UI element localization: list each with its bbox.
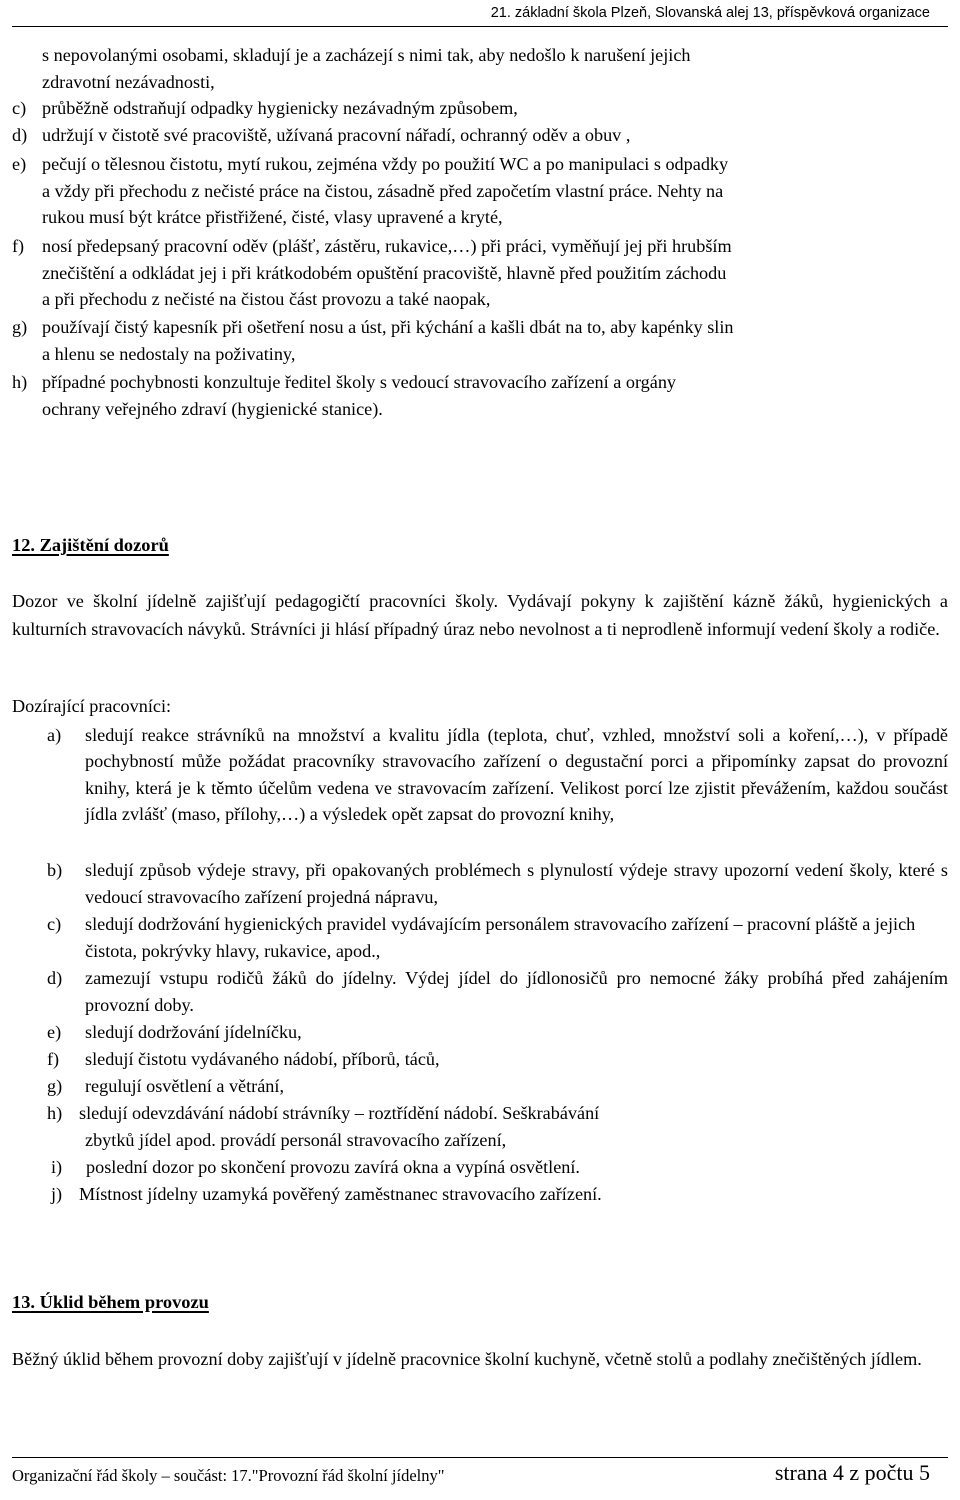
list-marker: g)	[12, 317, 28, 337]
intro-line: znečištění a odkládat jej i při krátkodobém opuštění pracoviště, hlavně před použitím záchodu	[42, 262, 727, 283]
supervisor-item-f	[47, 1046, 948, 1073]
intro-line: a vždy při přechodu z nečisté práce na čistou, zásadně před započetím vlastní práce. Nehty na	[42, 180, 724, 201]
intro-line: používají čistý kapesník při ošetření nosu a úst, při kýchání a kašli dbát na to, aby kapénky slin	[42, 317, 734, 337]
intro-item-e	[12, 151, 948, 231]
supervisor-item-a	[47, 722, 948, 827]
intro-line: a hlenu se nedostaly na poživatiny,	[42, 343, 296, 364]
intro-item-g	[12, 314, 948, 367]
footer-document-title: Organizační řád školy – součást: 17."Provozní řád školní jídelny"	[12, 1466, 445, 1485]
header-school-name: 21. základní škola Plzeň, Slovanská alej 13, příspěvková organizace	[490, 5, 930, 21]
list-item-text: poslední dozor po skončení provozu zavírá okna a vypíná osvětlení.	[86, 1157, 580, 1177]
supervisor-item-j	[51, 1181, 948, 1208]
list-marker: f)	[12, 236, 25, 256]
intro-line: zdravotní nezávadnosti,	[42, 71, 215, 92]
supervisor-item-h	[47, 1100, 948, 1153]
intro-line: nosí předepsaný pracovní oděv (plášť, zástěru, rukavice,…) při práci, vyměňují jej při hrubším	[42, 236, 732, 256]
list-item-text: sledují způsob výdeje stravy, při opakovaných problémech s plynulostí výdeje stravy upozorní vedení školy, které s vedoucí stravovacího zařízení projedná nápravu,	[85, 860, 948, 907]
intro-line: rukou musí být krátce přistřižené, čisté, vlasy upravené a kryté,	[42, 207, 503, 227]
section-12-heading-text: 12. Zajištění dozorů	[12, 535, 169, 555]
intro-item-c	[12, 95, 948, 122]
supervisor-item-g	[47, 1073, 948, 1100]
list-marker: c)	[47, 914, 62, 934]
list-marker: d)	[47, 968, 63, 988]
list-marker: a)	[47, 725, 62, 745]
footer-divider	[12, 1457, 948, 1458]
section-12-paragraph: Dozor ve školní jídelně zajišťují pedagogičtí pracovníci školy. Vydávají pokyny k zajištění kázně žáků, hygienických a kulturních stravovacích návyků. Strávníci ji hlásí případný úraz nebo nevolnost a ti neprodleně informují vedení školy a rodiče.	[12, 591, 948, 639]
list-item-text: sledují reakce strávníků na množství a kvalitu jídla (teplota, chuť, vzhled, množství soli a koření,…), v případě pochybností může požádat pracovníky stravovacího zařízení o degustační porci a připomínky zapsat do provozní knihy, která je k těmto účelům vedena ve stravovacím zařízení. Velikost porcí lze zjistit převážením, každou součást jídla zvlášť (maso, přílohy,…) a výsledek opět zapsat do provozní knihy,	[85, 725, 948, 824]
intro-line: s nepovolanými osobami, skladují je a zacházejí s nimi tak, aby nedošlo k narušení jejich	[42, 45, 691, 65]
intro-item-f	[12, 233, 948, 313]
page-header	[12, 0, 948, 27]
list-marker: e)	[47, 1022, 62, 1042]
intro-line: pečují o tělesnou čistotu, mytí rukou, zejména vždy po použití WC a po manipulaci s odpadky	[42, 154, 729, 174]
intro-line: případné pochybnosti konzultuje ředitel školy s vedoucí stravovacího zařízení a orgány	[42, 372, 677, 392]
list-marker: i)	[51, 1157, 63, 1177]
section-13-heading	[12, 1292, 209, 1313]
intro-item-continuation	[42, 42, 948, 95]
supervisor-item-e	[47, 1019, 948, 1046]
list-marker: e)	[12, 154, 27, 174]
list-item-text: sledují čistotu vydávaného nádobí, příborů, táců,	[85, 1049, 440, 1069]
list-item-text: sledují dodržování hygienických pravidel vydávajícím personálem stravovacího zařízení – pracovní pláště a jejich čistota, pokrývky hlavy, rukavice, apod.,	[85, 914, 916, 961]
intro-item-d	[12, 122, 948, 149]
intro-line: udržují v čistotě své pracoviště, užívaná pracovní nářadí, ochranný oděv a obuv ,	[42, 125, 631, 145]
list-item-text: zamezují vstupu rodičů žáků do jídelny. Výdej jídel do jídlonosičů pro nemocné žáky probíhá před zahájením provozní doby.	[85, 968, 948, 1015]
intro-item-h	[12, 369, 948, 422]
list-item-text: Místnost jídelny uzamyká pověřený zaměstnanec stravovacího zařízení.	[79, 1184, 602, 1204]
list-marker: h)	[12, 372, 28, 392]
supervisor-item-b	[47, 857, 948, 911]
supervisor-item-d	[47, 965, 948, 1019]
list-marker: j)	[51, 1184, 63, 1204]
list-marker: c)	[12, 98, 27, 118]
intro-line: ochrany veřejného zdraví (hygienické stanice).	[42, 398, 383, 419]
list-item-text: zbytků jídel apod. provádí personál stravovacího zařízení,	[85, 1129, 507, 1150]
list-item-text: sledují odevzdávání nádobí strávníky – roztřídění nádobí. Seškrabávání	[79, 1103, 600, 1123]
section-12-heading	[12, 535, 169, 556]
list-marker: b)	[47, 860, 63, 880]
supervisors-subheading: Dozírající pracovníci:	[12, 696, 172, 716]
list-item-text: sledují dodržování jídelníčku,	[85, 1022, 302, 1042]
section-13-paragraph: Běžný úklid během provozní doby zajišťují v jídelně pracovnice školní kuchyně, včetně stolů a podlahy znečištěných jídlem.	[12, 1349, 922, 1369]
list-marker: f)	[47, 1049, 60, 1069]
section-13-heading-text: 13. Úklid během provozu	[12, 1292, 209, 1312]
footer-page-number: strana 4 z počtu 5	[774, 1460, 930, 1485]
list-marker: g)	[47, 1076, 63, 1096]
list-marker: d)	[12, 125, 28, 145]
list-marker: h)	[47, 1103, 63, 1123]
supervisor-item-i	[51, 1154, 948, 1181]
intro-line: a při přechodu z nečisté na čistou část provozu a také naopak,	[42, 289, 491, 309]
intro-line: průběžně odstraňují odpadky hygienicky nezávadným způsobem,	[42, 98, 518, 118]
list-item-text: regulují osvětlení a větrání,	[85, 1076, 284, 1096]
supervisor-item-c	[47, 911, 932, 965]
